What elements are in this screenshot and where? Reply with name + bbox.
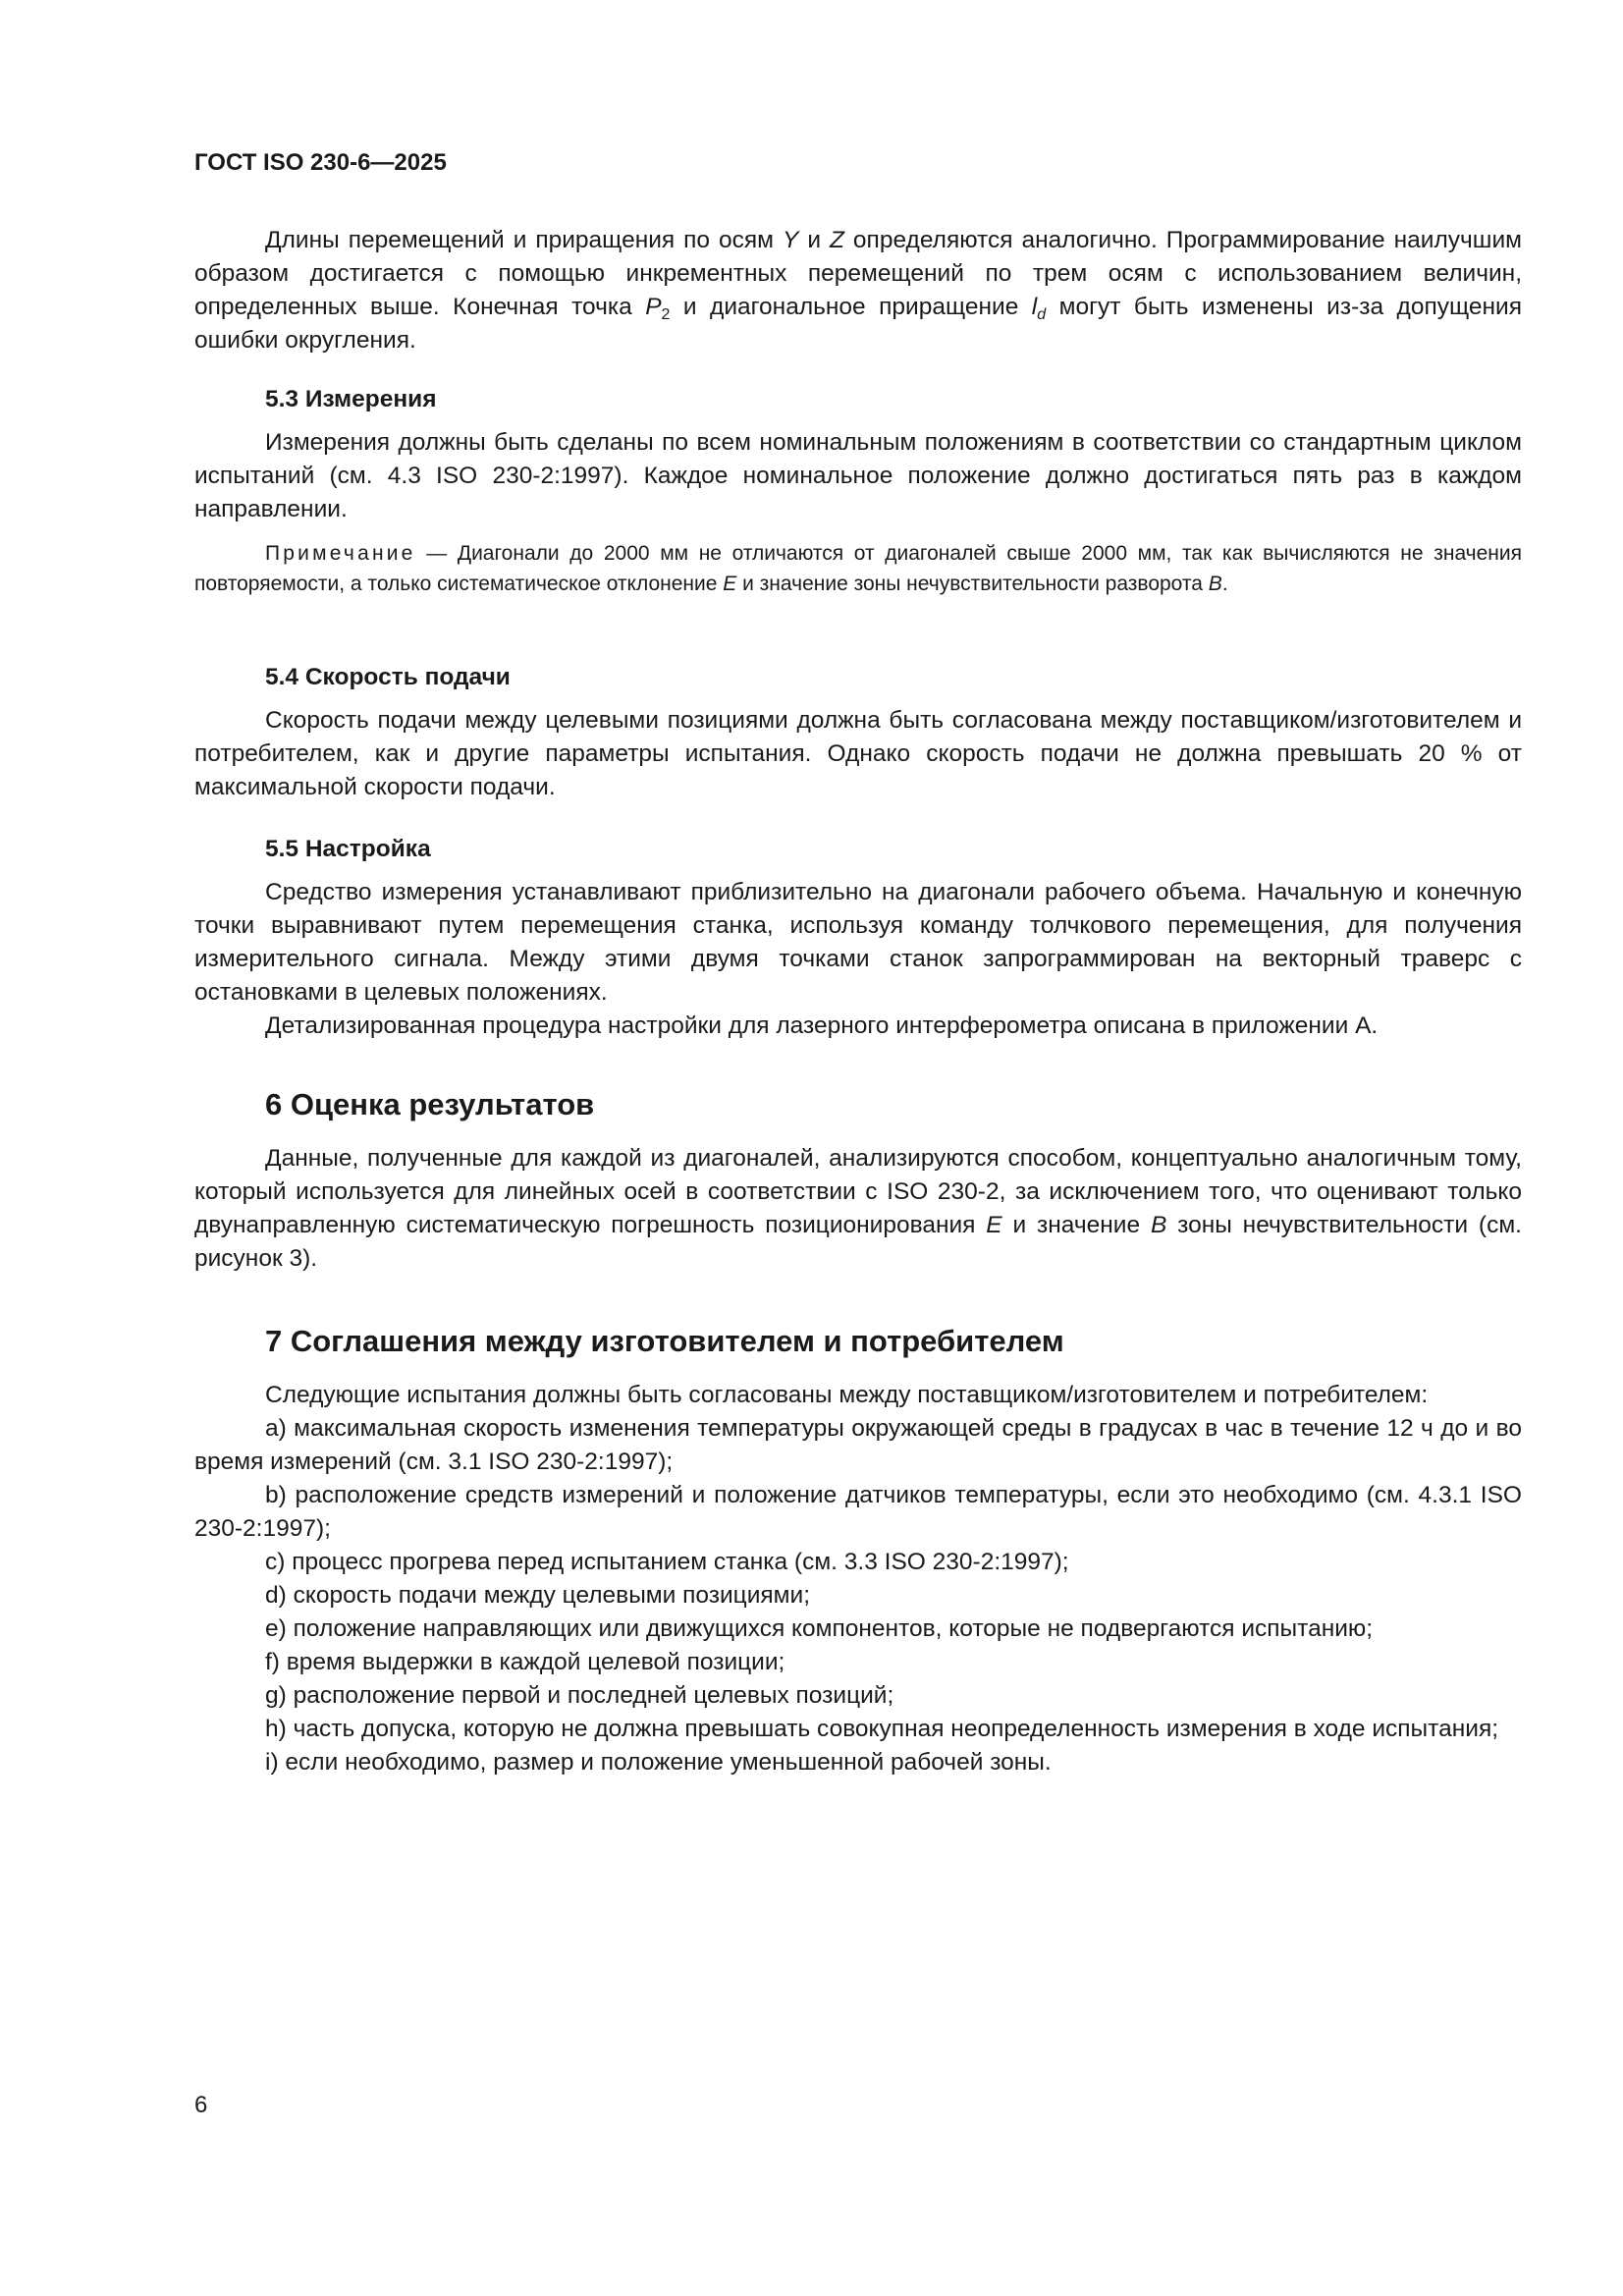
list-item: g) расположение первой и последней целевых позиций;	[265, 1682, 894, 1709]
note-text: — Диагонали до 2000 мм не отличаются от диагоналей свыше 2000 мм, так как вычисляются не значения повторяемости, а только систематическое отклонение	[194, 542, 1522, 595]
list-item: h) часть допуска, которую не должна превышать совокупная неопределенность измерения в ходе испытания;	[265, 1716, 1499, 1742]
section-5-3-text: Измерения должны быть сделаны по всем номинальным положениям в соответствии со стандартным циклом испытаний (см. 4.3 ISO 230-2:1997). Каждое номинальное положение должно достигаться пять раз в каждом направлении.	[194, 429, 1522, 522]
symbol-e: E	[986, 1212, 1002, 1238]
symbol-p: P	[645, 294, 662, 320]
intro-text: и диагональное приращение	[670, 294, 1032, 320]
section-5-5-text: Средство измерения устанавливают приблизительно на диагонали рабочего объема. Начальную и конечную точки выравнивают путем перемещения станка, используя команду толчкового перемещения, для получения измерительного сигнала. Между этими двумя точками станок запрограммирован на векторный траверс с остановками в целевых положениях.	[194, 879, 1522, 1006]
symbol-l: l	[1031, 294, 1038, 320]
intro-paragraph	[194, 224, 1522, 357]
section-6-text	[194, 1142, 1522, 1276]
symbol-b: B	[1208, 573, 1222, 595]
note-label: Примечание	[265, 542, 416, 565]
section-6-text-part: Данные, полученные для каждой из диагоналей, анализируются способом, концептуально аналогичным тому, который используется для линейных осей в соответствии с ISO 230-2, за исключением того, что оценивают только двунаправленную систематическую погрешность позиционирования	[194, 1145, 1522, 1238]
note-text: и значение зоны нечувствительности разворота	[736, 573, 1209, 595]
section-5-3	[194, 383, 1522, 599]
list-item: d) скорость подачи между целевыми позициями;	[265, 1582, 810, 1609]
intro-text: и	[798, 227, 830, 253]
section-7-title: 7 Соглашения между изготовителем и потребителем	[265, 1324, 1064, 1358]
list-item: с) процесс прогрева перед испытанием станка (см. 3.3 ISO 230-2:1997);	[265, 1549, 1069, 1575]
section-6-text-part: и значение	[1001, 1212, 1151, 1238]
axis-y: Y	[783, 227, 799, 253]
symbol-p-subscript: 2	[661, 306, 671, 323]
section-7	[194, 1322, 1522, 1779]
list-item: i) если необходимо, размер и положение уменьшенной рабочей зоны.	[265, 1749, 1052, 1776]
section-5-4-title: 5.4 Скорость подачи	[265, 664, 511, 690]
intro-text: могут быть изменены из-за допущения ошибки округления.	[194, 294, 1522, 354]
list-item: f) время выдержки в каждой целевой позиции;	[265, 1649, 785, 1675]
axis-z: Z	[829, 227, 844, 253]
section-5-5-title: 5.5 Настройка	[265, 836, 431, 862]
section-6-title: 6 Оценка результатов	[265, 1087, 595, 1121]
section-5-4-text: Скорость подачи между целевыми позициями должна быть согласована между поставщиком/изготовителем и потребителем, как и другие параметры испытания. Однако скорость подачи не должна превышать 20 % от максимальной скорости подачи.	[194, 707, 1522, 800]
section-5-4	[194, 661, 1522, 804]
list-item: а) максимальная скорость изменения температуры окружающей среды в градусах в час в течение 12 ч до и во время измерений (см. 3.1 ISO 230-2:1997);	[194, 1415, 1522, 1475]
page-number: 6	[194, 2092, 208, 2118]
section-6	[194, 1085, 1522, 1276]
note-text: .	[1221, 573, 1228, 595]
symbol-b: B	[1150, 1212, 1167, 1238]
section-5-3-title: 5.3 Измерения	[265, 386, 437, 412]
section-5-5	[194, 833, 1522, 1043]
intro-text: определяются аналогично. Программирование наилучшим образом достигается с помощью инкрементных перемещений по трем осям с использованием величин, определенных выше. Конечная точка	[194, 227, 1522, 320]
section-6-text-part: зоны нечувствительности (см. рисунок 3).	[194, 1212, 1522, 1272]
section-7-intro: Следующие испытания должны быть согласованы между поставщиком/изготовителем и потребителем:	[265, 1382, 1429, 1408]
symbol-e: E	[723, 573, 737, 595]
section-5-5-text-2: Детализированная процедура настройки для лазерного интерферометра описана в приложении А.	[265, 1012, 1379, 1039]
section-5-3-note	[194, 538, 1522, 599]
list-item: b) расположение средств измерений и положение датчиков температуры, если это необходимо (см. 4.3.1 ISO 230-2:1997);	[194, 1482, 1522, 1542]
intro-text: Длины перемещений и приращения по осям	[265, 227, 783, 253]
document-header: ГОСТ ISO 230-6—2025	[194, 149, 447, 176]
symbol-l-subscript: d	[1037, 306, 1047, 323]
list-item: е) положение направляющих или движущихся компонентов, которые не подвергаются испытанию;	[265, 1615, 1374, 1642]
